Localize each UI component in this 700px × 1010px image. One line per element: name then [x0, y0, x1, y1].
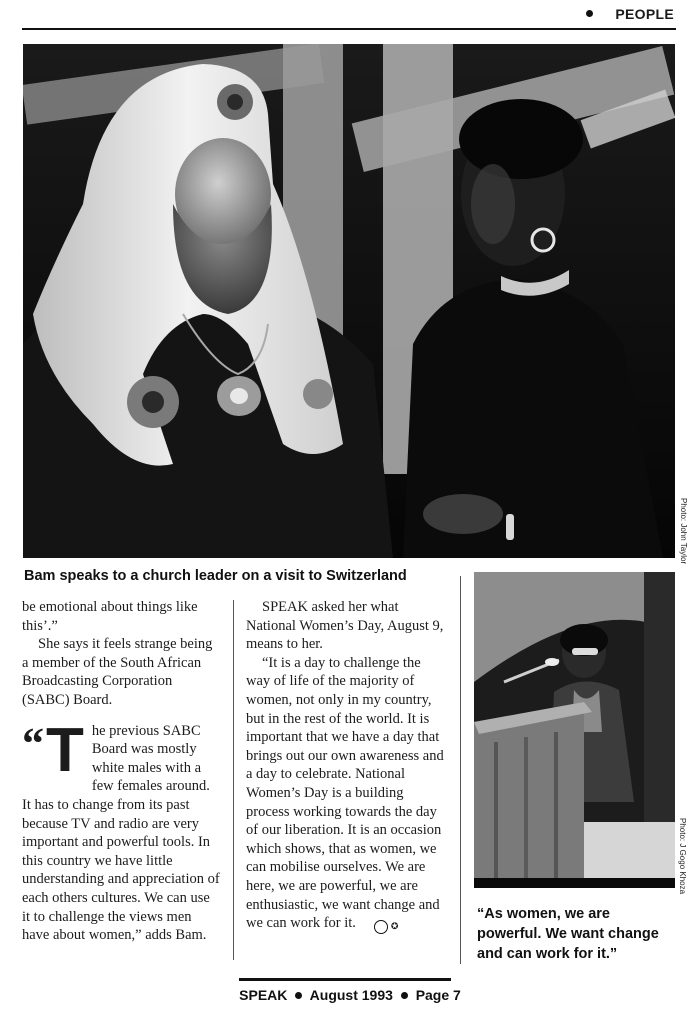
secondary-photo-illustration: [474, 572, 675, 888]
pull-quote: “As women, we are powerful. We want change and can work for it.”: [477, 906, 659, 962]
main-photo-caption: Bam speaks to a church leader on a visit to Switzerland: [24, 568, 407, 584]
paragraph: SPEAK asked her what National Women’s Day, August 9, means to her.: [246, 599, 444, 653]
end-of-article-icon: ✪: [374, 920, 388, 934]
article-column-1: [22, 598, 220, 945]
main-photo-illustration: [23, 44, 675, 558]
secondary-photo: [474, 572, 675, 888]
header-rule: [22, 28, 676, 30]
paragraph: [246, 654, 446, 933]
page-footer: [0, 987, 700, 1003]
main-photo: [23, 44, 675, 558]
bullet-icon: [586, 10, 593, 17]
main-photo-credit: Photo: John Taylor: [679, 498, 688, 565]
bullet-icon: [295, 992, 302, 999]
bullet-icon: [401, 992, 408, 999]
column-divider: [460, 576, 461, 964]
section-label: PEOPLE: [615, 6, 674, 22]
paragraph: She says it feels strange being a member of the South African Broadcasting Corporation (SABC) Board.: [22, 636, 213, 708]
paragraph-text: “It is a day to challenge the way of life of the majority of women, not only in my country, but in the rest of the world. It is important that we have a day that brings out our own awareness and a day to celebrate. National Women’s Day is a building process working towards the day of our liberation. It is an occasion which shows, that as women, we can mobilise ourselves. We are here, we are powerful, we are enthusiastic, we want change and we can work for it.: [246, 654, 444, 932]
paragraph-text: he previous SABC Board was mostly white males with a few females around. It has to change from its past because TV and radio are very important and powerful tools. In this country we have little understanding and appreciation of each others cultures. We can use it to challenge the views men have about women,” adds Bam.: [22, 722, 220, 944]
article-column-2: [246, 598, 446, 933]
paragraph: be emotional about things like this’.”: [22, 599, 198, 634]
publication-name: SPEAK: [239, 987, 288, 1003]
section-header: [586, 6, 674, 22]
drop-cap: T: [46, 715, 84, 785]
issue-date: August 1993: [309, 987, 393, 1003]
secondary-photo-credit: Photo: J Gogo Khoza: [678, 818, 687, 895]
footer-rule: [239, 978, 451, 981]
column-divider: [233, 600, 234, 960]
page-number: Page 7: [415, 987, 461, 1003]
dropcap-paragraph: [22, 715, 220, 945]
opening-quote-mark: “: [22, 718, 44, 768]
